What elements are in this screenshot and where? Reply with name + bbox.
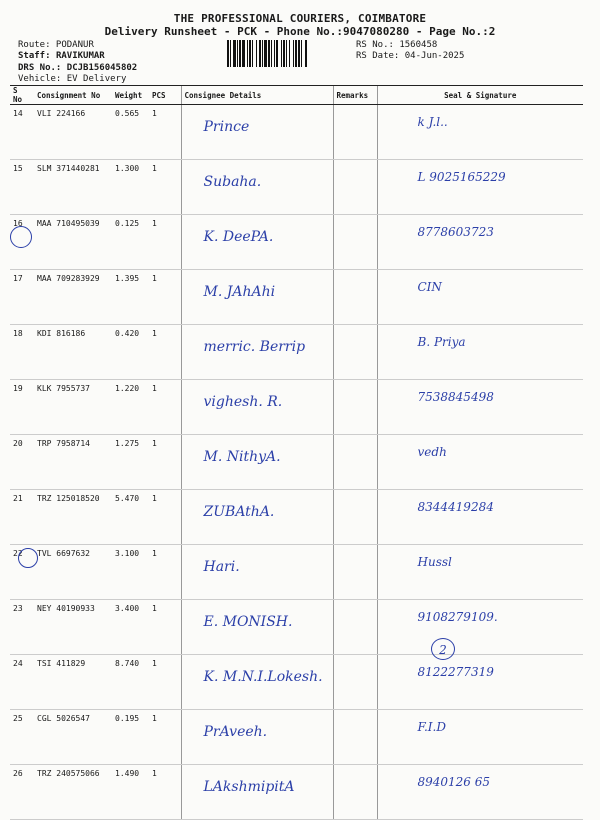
- row-pcs: 1: [149, 270, 181, 325]
- row-weight: 3.100: [112, 545, 149, 600]
- row-consignment: MAA 709283929: [34, 270, 112, 325]
- row-consignee: Hari.: [181, 545, 333, 600]
- row-signature: 8940126 65: [377, 765, 583, 820]
- row-remarks: [333, 270, 377, 325]
- table-row: [10, 600, 583, 655]
- runsheet-subtitle: Delivery Runsheet - PCK - Phone No.:9047080280 - Page No.:2: [104, 25, 496, 38]
- row-remarks: [333, 655, 377, 710]
- row-consignment: MAA 710495039: [34, 215, 112, 270]
- row-consignment: CGL 5026547: [34, 710, 112, 765]
- row-weight: 0.125: [112, 215, 149, 270]
- row-signature: vedh: [377, 435, 583, 490]
- row-signature: Hussl: [377, 545, 583, 600]
- table-row: [10, 325, 583, 380]
- row-sno: 17: [10, 270, 34, 325]
- row-pcs: 1: [149, 545, 181, 600]
- row-remarks: [333, 765, 377, 820]
- row-signature: L 9025165229: [377, 160, 583, 215]
- table-row: [10, 380, 583, 435]
- barcode: [227, 40, 351, 67]
- row-weight: 0.565: [112, 105, 149, 160]
- row-consignee: Prince: [181, 105, 333, 160]
- row-consignee: ZUBAthA.: [181, 490, 333, 545]
- table-row: [10, 160, 583, 215]
- row-consignment: NEY 40190933: [34, 600, 112, 655]
- row-pcs: 1: [149, 490, 181, 545]
- route-label: Route: PODANUR: [18, 40, 94, 50]
- row-signature: 8344419284: [377, 490, 583, 545]
- row-weight: 1.395: [112, 270, 149, 325]
- row-remarks: [333, 490, 377, 545]
- row-pcs: 1: [149, 325, 181, 380]
- row-signature: F.I.D: [377, 710, 583, 765]
- staff-label: Staff: RAVIKUMAR: [18, 51, 105, 61]
- row-remarks: [333, 325, 377, 380]
- vehicle-label: Vehicle: EV Delivery: [18, 74, 127, 84]
- row-consignment: TSI 411829: [34, 655, 112, 710]
- row-consignee: M. JAhAhi: [181, 270, 333, 325]
- row-remarks: [333, 380, 377, 435]
- row-weight: 1.220: [112, 380, 149, 435]
- row-pcs: 1: [149, 710, 181, 765]
- col-remarks: Remarks: [333, 86, 377, 105]
- row-sno: 22: [10, 545, 34, 600]
- col-consignee: Consignee Details: [181, 86, 333, 105]
- row-weight: 5.470: [112, 490, 149, 545]
- drs-label: DRS No.: DCJB156045802: [18, 63, 138, 73]
- row-remarks: [333, 600, 377, 655]
- table-header-row: [10, 86, 583, 105]
- row-signature: k J.l..: [377, 105, 583, 160]
- col-sno: S No: [10, 86, 34, 105]
- table-row: [10, 710, 583, 765]
- row-remarks: [333, 545, 377, 600]
- row-weight: 8.740: [112, 655, 149, 710]
- row-sno: 21: [10, 490, 34, 545]
- row-pcs: 1: [149, 600, 181, 655]
- row-sno: 14: [10, 105, 34, 160]
- company-title: THE PROFESSIONAL COURIERS, COIMBATORE: [173, 12, 427, 25]
- row-consignment: TRP 7958714: [34, 435, 112, 490]
- row-consignee: K. M.N.I.Lokesh.: [181, 655, 333, 710]
- table-row: [10, 435, 583, 490]
- row-remarks: [333, 435, 377, 490]
- row-sno: 25: [10, 710, 34, 765]
- row-consignee: vighesh. R.: [181, 380, 333, 435]
- row-remarks: [333, 215, 377, 270]
- row-pcs: 1: [149, 655, 181, 710]
- row-remarks: [333, 160, 377, 215]
- table-row: [10, 490, 583, 545]
- table-row: [10, 655, 583, 710]
- row-consignee: K. DeePA.: [181, 215, 333, 270]
- col-seal: Seal & Signature: [377, 86, 583, 105]
- row-weight: 1.300: [112, 160, 149, 215]
- row-pcs: 1: [149, 380, 181, 435]
- col-consignment: Consignment No: [34, 86, 112, 105]
- row-signature: 7538845498: [377, 380, 583, 435]
- table-row: [10, 545, 583, 600]
- table-row: [10, 105, 583, 160]
- row-consignment: SLM 371440281: [34, 160, 112, 215]
- row-weight: 1.490: [112, 765, 149, 820]
- row-sno: 23: [10, 600, 34, 655]
- row-signature: B. Priya: [377, 325, 583, 380]
- row-pcs: 1: [149, 435, 181, 490]
- row-consignee: E. MONISH.: [181, 600, 333, 655]
- row-sno: 16: [10, 215, 34, 270]
- row-17-circle-mark: [10, 226, 32, 248]
- row-weight: 3.400: [112, 600, 149, 655]
- row-sno: 26: [10, 765, 34, 820]
- row-signature: CIN: [377, 270, 583, 325]
- table-row: [10, 215, 583, 270]
- row-remarks: [333, 710, 377, 765]
- row-weight: 0.195: [112, 710, 149, 765]
- row-signature: 9108279109.: [377, 600, 583, 655]
- row-pcs: 1: [149, 215, 181, 270]
- row-consignment: VLI 224166: [34, 105, 112, 160]
- row-sno: 15: [10, 160, 34, 215]
- row-consignee: merric. Berrip: [181, 325, 333, 380]
- row-sno: 20: [10, 435, 34, 490]
- row-consignee: PrAveeh.: [181, 710, 333, 765]
- row-consignee: Subaha.: [181, 160, 333, 215]
- row-pcs: 1: [149, 160, 181, 215]
- row-sno: 19: [10, 380, 34, 435]
- row-consignee: M. NithyA.: [181, 435, 333, 490]
- runsheet-table: [10, 85, 583, 820]
- table-row: [10, 270, 583, 325]
- row-signature: 8778603723: [377, 215, 583, 270]
- page-number-circle: [431, 638, 455, 660]
- row-consignment: TVL 6697632: [34, 545, 112, 600]
- row-pcs: 1: [149, 105, 181, 160]
- page-number-mark: 2: [439, 643, 447, 657]
- table-row: [10, 765, 583, 820]
- col-pcs: PCS: [149, 86, 181, 105]
- row-sno: 24: [10, 655, 34, 710]
- row-remarks: [333, 105, 377, 160]
- rs-date: RS Date: 04-Jun-2025: [356, 51, 465, 61]
- row-consignment: TRZ 240575066: [34, 765, 112, 820]
- row-consignee: LAkshmipitA: [181, 765, 333, 820]
- row-consignment: KDI 816186: [34, 325, 112, 380]
- rs-number: RS No.: 1560458: [356, 40, 438, 50]
- row-consignment: TRZ 125018520: [34, 490, 112, 545]
- row-signature: 8122277319: [377, 655, 583, 710]
- row-25-circle-mark: [18, 548, 38, 568]
- row-sno: 18: [10, 325, 34, 380]
- row-pcs: 1: [149, 765, 181, 820]
- col-weight: Weight: [112, 86, 149, 105]
- row-weight: 0.420: [112, 325, 149, 380]
- row-weight: 1.275: [112, 435, 149, 490]
- row-consignment: KLK 7955737: [34, 380, 112, 435]
